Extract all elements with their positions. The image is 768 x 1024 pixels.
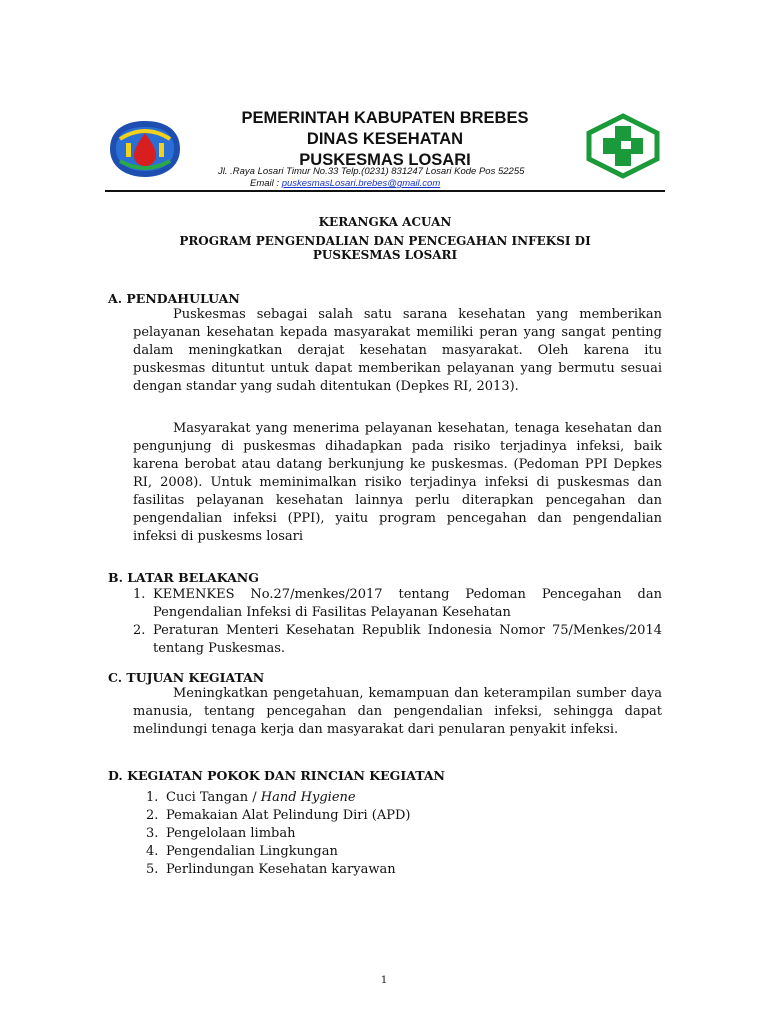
- paragraph-text: Masyarakat yang menerima pelayanan kesehatan, tenaga kesehatan dan pengunjung di puskesmas dihadapkan pada risiko terjadinya infeksi, baik karena berobat atau datang berkunjung ke puskesmas. (Pedoman PPI Depkes RI, 2008). Untuk meminimalkan risiko terjadinya infeksi di puskesmas dan fasilitas pelayanan kesehatan lainnya perlu diterapkan pencegahan dan pengendalian infeksi (PPI), yaitu program pencegahan dan pengendalian infeksi di puskesms losari: [133, 421, 662, 544]
- list-text-plain: Cuci Tangan /: [166, 790, 261, 805]
- list-item: [146, 861, 546, 879]
- puskesmas-cross-logo: [585, 113, 661, 179]
- brebes-crest-logo: [106, 117, 184, 181]
- header-address: Jl. .Raya Losari Timur No.33 Telp.(0231) 831247 Losari Kode Pos 52255: [218, 166, 525, 177]
- header-department: DINAS KESEHATAN: [306, 130, 464, 148]
- section-c-heading: C. TUJUAN KEGIATAN: [108, 670, 265, 685]
- list-item: [146, 789, 546, 807]
- list-number: 1.: [133, 587, 146, 602]
- section-d-heading: D. KEGIATAN POKOK DAN RINCIAN KEGIATAN: [108, 768, 445, 783]
- list-number: 2.: [133, 623, 146, 638]
- doc-title: KERANGKA ACUAN: [318, 215, 452, 229]
- paragraph-text: Puskesmas sebagai salah satu sarana kesehatan yang memberikan pelayanan kesehatan kepada masyarakat memiliki peran yang sangat penting dalam meningkatkan derajat kesehatan masyarakat. Oleh karena itu puskesmas dituntut untuk dapat memberikan pelayanan yang bermutu sesuai dengan standar yang sudah ditentukan (Depkes RI, 2013).: [133, 307, 662, 394]
- email-label: Email :: [250, 178, 280, 189]
- list-text: Pengelolaan limbah: [166, 826, 296, 841]
- list-item: [133, 586, 662, 622]
- header-divider: [105, 190, 665, 192]
- header-government: PEMERINTAH KABUPATEN BREBES: [241, 109, 529, 127]
- list-text: Peraturan Menteri Kesehatan Republik Indonesia Nomor 75/Menkes/2014 tentang Puskesmas.: [153, 623, 662, 656]
- list-number: 2.: [146, 808, 159, 823]
- section-a-paragraph-2: [133, 420, 662, 546]
- list-number: 1.: [146, 790, 159, 805]
- section-b-list: [133, 586, 662, 658]
- list-number: 4.: [146, 844, 159, 859]
- section-d-list: [146, 789, 546, 879]
- list-number: 3.: [146, 826, 159, 841]
- list-item: [146, 807, 546, 825]
- list-text: Pemakaian Alat Pelindung Diri (APD): [166, 808, 411, 823]
- list-text: Pengendalian Lingkungan: [166, 844, 338, 859]
- doc-subtitle-line2: PUSKESMAS LOSARI: [312, 248, 458, 262]
- section-a-paragraph-1: [133, 306, 662, 396]
- list-text: KEMENKES No.27/menkes/2017 tentang Pedoman Pencegahan dan Pengendalian Infeksi di Fasilitas Pelayanan Kesehatan: [153, 587, 662, 620]
- list-text: Perlindungan Kesehatan karyawan: [166, 862, 396, 877]
- page-number: 1: [380, 975, 388, 986]
- list-number: 5.: [146, 862, 159, 877]
- list-item: [146, 843, 546, 861]
- doc-subtitle-line1: PROGRAM PENGENDALIAN DAN PENCEGAHAN INFEKSI DI: [179, 234, 591, 248]
- list-item: [133, 622, 662, 658]
- email-link[interactable]: puskesmasLosari.brebes@gmail.com: [281, 178, 441, 189]
- section-a-heading: A. PENDAHULUAN: [108, 291, 240, 306]
- header-email-line: [250, 178, 440, 189]
- list-item: [146, 825, 546, 843]
- section-b-heading: B. LATAR BELAKANG: [108, 570, 259, 585]
- header-puskesmas: PUSKESMAS LOSARI: [299, 151, 471, 169]
- section-c-paragraph: [133, 685, 662, 739]
- list-text: [166, 789, 356, 807]
- list-text-italic: Hand Hygiene: [260, 790, 356, 805]
- paragraph-text: Meningkatkan pengetahuan, kemampuan dan keterampilan sumber daya manusia, tentang pencegahan dan pengendalian infeksi, sehingga dapat melindungi tenaga kerja dan masyarakat dari penularan penyakit infeksi.: [133, 686, 662, 737]
